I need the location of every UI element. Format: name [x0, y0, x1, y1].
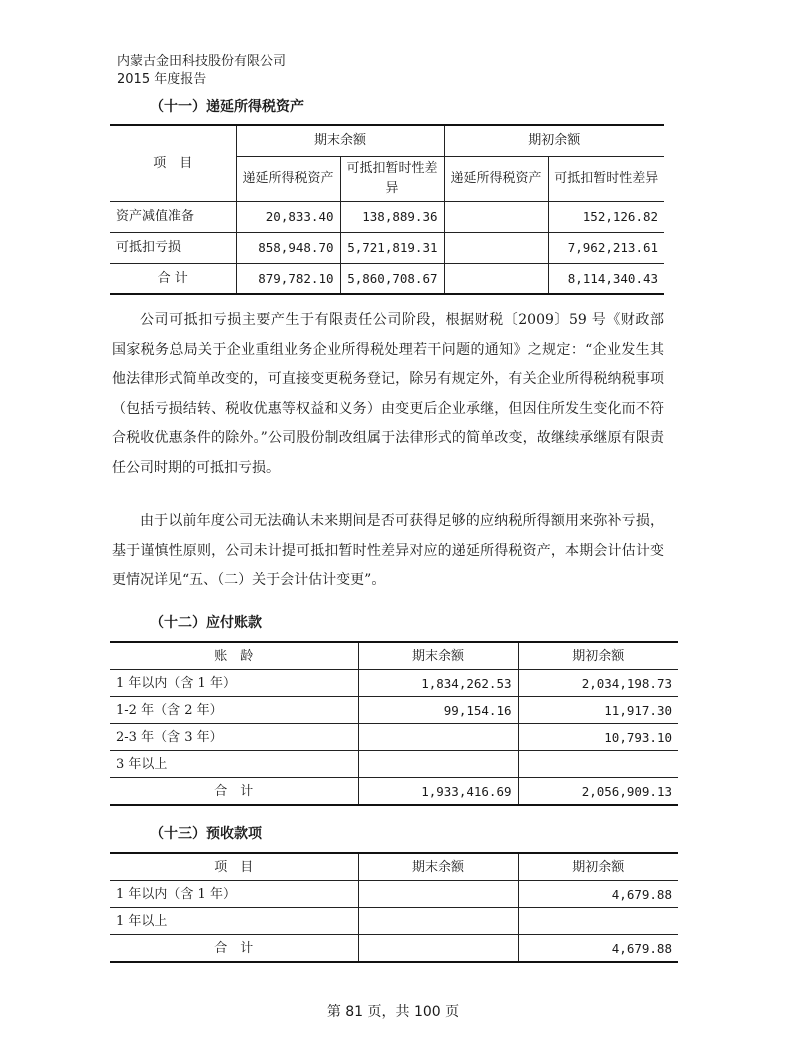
table-row: 3 年以上	[110, 751, 678, 778]
section-13-title: （十三）预收款项	[150, 826, 262, 842]
section-12-title: （十二）应付账款	[150, 615, 262, 631]
col-end-header: 期末余额	[358, 642, 518, 670]
col-aging-header: 账 龄	[110, 642, 358, 670]
col-begin-header: 期初余额	[518, 853, 678, 881]
paragraph-prudence: 由于以前年度公司无法确认未来期间是否可获得足够的应纳税所得额用来弥补亏损，基于谨慎性原则，公司未计提可抵扣暂时性差异对应的递延所得税资产，本期会计估计变更情况详见“五、（二）关于会计估计变更”。	[112, 513, 664, 588]
col-begin-header: 期初余额	[518, 642, 678, 670]
table-row: 可抵扣亏损 858,948.70 5,721,819.31 7,962,213.61	[110, 232, 664, 263]
table-row: 1 年以上	[110, 908, 678, 935]
sub-header-begin-diff: 可抵扣暂时性差异	[548, 156, 664, 201]
group-header-begin: 期初余额	[444, 125, 664, 156]
table-row: 1 年以内（含 1 年） 1,834,262.53 2,034,198.73	[110, 670, 678, 697]
accounts-payable-table	[110, 641, 678, 806]
table-row: 资产减值准备 20,833.40 138,889.36 152,126.82	[110, 201, 664, 232]
table-row: 2-3 年（含 3 年） 10,793.10	[110, 724, 678, 751]
company-name: 内蒙古金田科技股份有限公司	[117, 54, 287, 69]
advance-receipts-table	[110, 852, 678, 963]
table-row: 1 年以内（含 1 年） 4,679.88	[110, 881, 678, 908]
sub-header-begin-dta: 递延所得税资产	[444, 156, 548, 201]
report-year: 2015 年度报告	[117, 72, 207, 87]
table-row-total: 合 计 879,782.10 5,860,708.67 8,114,340.43	[110, 263, 664, 294]
sub-header-end-diff: 可抵扣暂时性差异	[340, 156, 444, 201]
col-item-header: 项 目	[110, 853, 358, 881]
table-row: 1-2 年（含 2 年） 99,154.16 11,917.30	[110, 697, 678, 724]
col-end-header: 期末余额	[358, 853, 518, 881]
table-row-total: 合 计 4,679.88	[110, 935, 678, 963]
deferred-tax-assets-table	[110, 124, 664, 295]
table-row-total: 合 计 1,933,416.69 2,056,909.13	[110, 778, 678, 806]
col-item-header: 项 目	[110, 125, 236, 201]
page-number: 第 81 页，共 100 页	[326, 1004, 460, 1020]
group-header-end: 期末余额	[236, 125, 444, 156]
section-11-title: （十一）递延所得税资产	[150, 99, 304, 115]
paragraph-deductible-loss: 公司可抵扣亏损主要产生于有限责任公司阶段，根据财税〔2009〕59 号《财政部 国家税务总局关于企业重组业务企业所得税处理若干问题的通知》之规定：“企业发生其他法律形式简单改变的，可直接变更税务登记，除另有规定外，有关企业所得税纳税事项（包括亏损结转、税收优惠等权益和义务）由变更后企业承继，但因住所发生变化而不符合税收优惠条件的除外。”公司股份制改组属于法律形式的简单改变，故继续承继原有限责任公司时期的可抵扣亏损。	[112, 312, 664, 476]
sub-header-end-dta: 递延所得税资产	[236, 156, 340, 201]
